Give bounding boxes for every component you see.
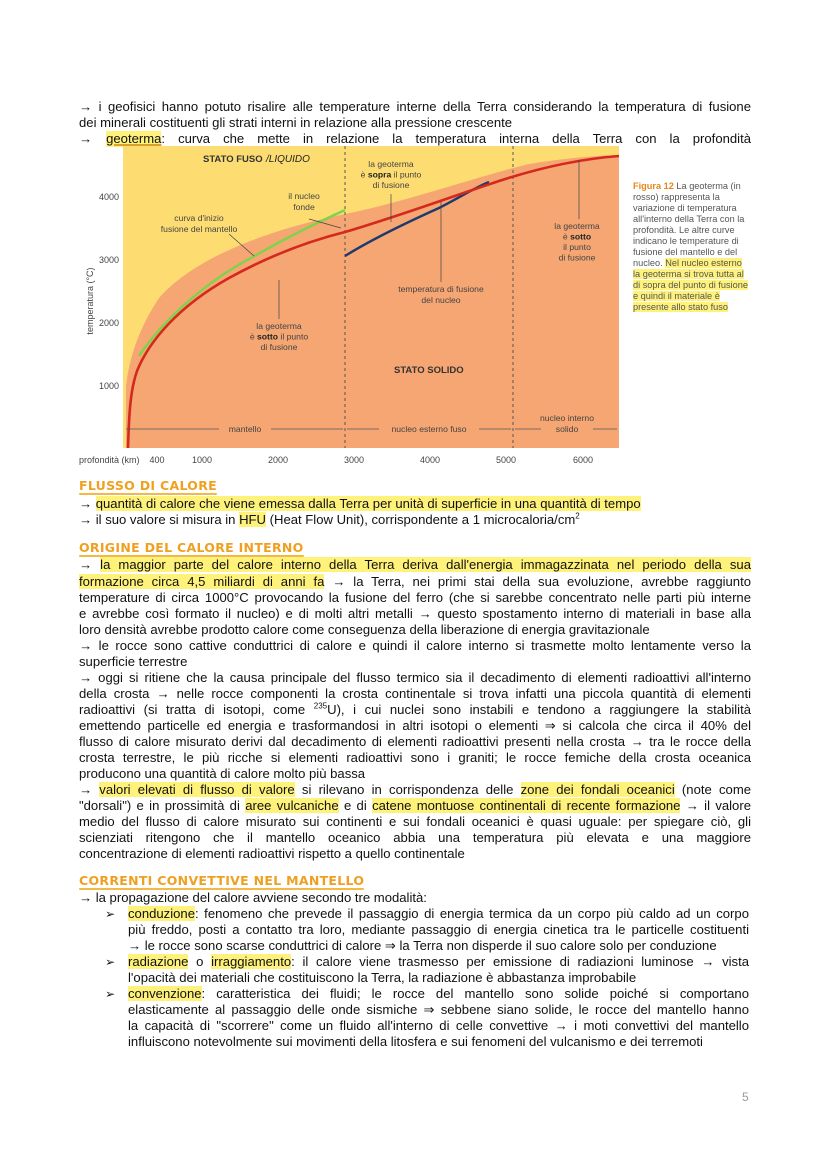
handwritten-note: /LIQUIDO (266, 154, 310, 165)
y-axis-label: temperatura (°C) (85, 267, 95, 335)
origine-p1-l4: e avrebbe così formato il nucleo) e di molti altri metalli → questo spostamento interno di materiali in base alla (79, 606, 751, 621)
caption-text: La geoterma (in rosso) rappresenta la variazione di temperatura all'interno della Terra con la profondità. Le altre curve indicano le temperature di fusione del mantello e del nucleo. (633, 181, 745, 268)
y-tick: 2000 (98, 318, 119, 328)
heading-flusso: FLUSSO DI CALORE (79, 478, 217, 493)
figure-caption (633, 181, 751, 313)
nucleo-fonde-label: il nucleo fonde (288, 191, 320, 212)
origine-p4-l4: scienziati ritengono che il mantello oceanico abbia una temperatura più elevata e una maggiore (79, 830, 751, 845)
y-tick: 4000 (98, 192, 119, 202)
caption-highlight: Nel nucleo esterno la geoterma si trova tutta al di sopra del punto di fusione e quindi il materiale è presente allo stato fuso (633, 258, 748, 312)
b1-l3: → le rocce sono scarse conduttrici di calore ⇒ la Terra non disperde il suo calore solo per conduzione (128, 938, 717, 953)
origine-p1-l3: temperature di circa 1000°C provocando la fusione del ferro (che si sarebbe concentrato nelle parti più interne (79, 590, 751, 605)
geotherm-chart (79, 146, 633, 476)
inizio-fusione-label: curva d'inizio fusione del mantello (160, 213, 238, 234)
x-tick: 1000 (191, 455, 213, 465)
zone-nucleo-esterno: nucleo esterno fuso (391, 424, 467, 434)
intro-line-2: dei minerali costituenti gli strati interni in relazione alla pressione crescente (79, 115, 513, 130)
origine-p3-l5: flusso di calore misurato derivi dal decadimento di elementi radioattivi presenti nella crosta → tra le rocce della (79, 734, 751, 749)
origine-p4-l1: → valori elevati di flusso di valore si rilevano in corrispondenza delle zone dei fondali oceanici (note come (79, 782, 752, 797)
origine-p2-l1: → le rocce sono cattive conduttrici di calore e quindi il calore interno si trasmette molto lentamente verso la (79, 638, 751, 653)
origine-p3-l2: della crosta → nelle rocce componenti la crosta continentale si trova infatti una piccola quantità di elementi (79, 686, 751, 701)
flusso-line-2: → il suo valore si misura in HFU (Heat Flow Unit), corrispondente a 1 microcaloria/$cm^2$ (79, 511, 580, 527)
geoterma-sotto-right-label: la geoterma è sotto il punto di fusione (554, 221, 600, 263)
intro-line-1: → i geofisici hanno potuto risalire alle temperature interne della Terra considerando la temperatura di fusione (79, 99, 751, 114)
geoterma-sopra-label: la geoterma è sopra il punto di fusione (360, 159, 422, 190)
origine-p3-l7: producono una quantità di calore molto più bassa (79, 766, 366, 781)
geoterma-text: : curva che mette in relazione la temperatura interna della Terra con la profondità (161, 131, 751, 146)
b3-l1: convenzione: caratteristica dei fluidi; le rocce del mantello sono solide poiché si comportano (128, 986, 749, 1001)
b3-l3: la capacità di "scorrere" come un fluido all'interno di celle convettive → i moti convettivi del mantello (128, 1018, 749, 1033)
origine-p1-l5: loro densità avrebbe prodotto calore come conseguenza della liberazione di energia gravitazionale (79, 622, 650, 637)
geoterma-term: geoterma (106, 131, 162, 146)
origine-p3-l6: crosta terrestre, le più ricche si elementi radioattivi sono i graniti; le rocce femiche della crosta oceanica (79, 750, 751, 765)
b3-l2: elasticamente al passaggio delle onde sismiche ⇒ sebbene siano solide, le rocce del mantello hanno (128, 1002, 749, 1017)
stato-solido-label: STATO SOLIDO (394, 365, 464, 376)
x-tick: 4000 (419, 455, 441, 465)
x-tick: 6000 (572, 455, 594, 465)
geoterma-sotto-left-label: la geoterma è sotto il punto di fusione (249, 321, 309, 352)
x-tick: 400 (149, 455, 165, 465)
x-tick: 3000 (343, 455, 365, 465)
origine-p2-l2: superficie terrestre (79, 654, 188, 669)
x-tick: 5000 (495, 455, 517, 465)
origine-p4-l3: medio del flusso di calore misurato sui continenti e sui fondali oceanici è quasi uguale: per spiegare ciò, gli (79, 814, 751, 829)
origine-p3-l4: emettendo particelle ed energia e trasformandosi in altri isotopi o elementi ⇒ si calcola che circa il 40% del (79, 718, 751, 733)
zone-mantello: mantello (228, 424, 262, 434)
zone-nucleo-interno: nucleo interno solido (540, 413, 594, 434)
bullet-icon: ➢ (105, 907, 116, 921)
correnti-intro: → la propagazione del calore avviene secondo tre modalità: (79, 890, 427, 905)
flusso-line-1: → quantità di calore che viene emessa dalla Terra per unità di superficie in una quantità di tempo (79, 496, 641, 511)
y-tick: 1000 (98, 381, 119, 391)
bullet-icon: ➢ (105, 987, 116, 1001)
b2-l1: radiazione o irraggiamento: il calore viene trasmesso per emissione di radiazioni luminose → vista (128, 954, 749, 969)
heading-origine: ORIGINE DEL CALORE INTERNO (79, 540, 304, 555)
page-number: 5 (742, 1090, 749, 1104)
heading-correnti: CORRENTI CONVETTIVE NEL MANTELLO (79, 873, 365, 888)
b1-l1: conduzione: fenomeno che prevede il passaggio di energia termica da un corpo più caldo ad un corpo (128, 906, 749, 921)
b3-l4: influiscono notevolmente sui movimenti della litosfera e sui fenomeni del vulcanismo e dei terremoti (128, 1034, 703, 1049)
stato-fuso-label: STATO FUSO (203, 154, 263, 165)
origine-p3-l3: radioattivi (si tratta di isotopi, come $^{235}$U), i cui nuclei sono instabili e tendono a raggiungere la stabilità (79, 701, 751, 717)
x-tick: 2000 (267, 455, 289, 465)
origine-p1-l1: → la maggior parte del calore interno della Terra deriva dall'energia immagazzinata nel periodo della sua (79, 557, 751, 572)
x-axis-label: profondità (km) (79, 455, 140, 465)
fusione-nucleo-label: temperatura di fusione del nucleo (398, 284, 484, 305)
geoterma-definition (79, 131, 751, 147)
b1-l2: più freddo, posti a contatto tra loro, mediante passaggio di energia cinetica tra le particelle costituenti (128, 922, 749, 937)
arrow: → (79, 131, 93, 146)
b2-l2: l'opacità dei materiali che costituiscono la Terra, la radiazione è abbastanza improbabile (128, 970, 637, 985)
caption-title: Figura 12 (633, 181, 674, 191)
y-tick: 3000 (98, 255, 119, 265)
origine-p3-l1: → oggi si ritiene che la causa principale del flusso termico sia il decadimento di elementi radioattivi all'interno (79, 670, 751, 685)
origine-p4-l5: concentrazione di elementi radioattivi rispetto a quello continentale (79, 846, 465, 861)
origine-p4-l2: "dorsali") e in prossimità di aree vulcaniche e di catene montuose continentali di recente formazione → il valore (79, 798, 751, 813)
bullet-icon: ➢ (105, 955, 116, 969)
origine-p1-l2: formazione circa 4,5 miliardi di anni fa → la Terra, nei primi stai della sua evoluzione, avrebbe raggiunto (79, 574, 752, 589)
